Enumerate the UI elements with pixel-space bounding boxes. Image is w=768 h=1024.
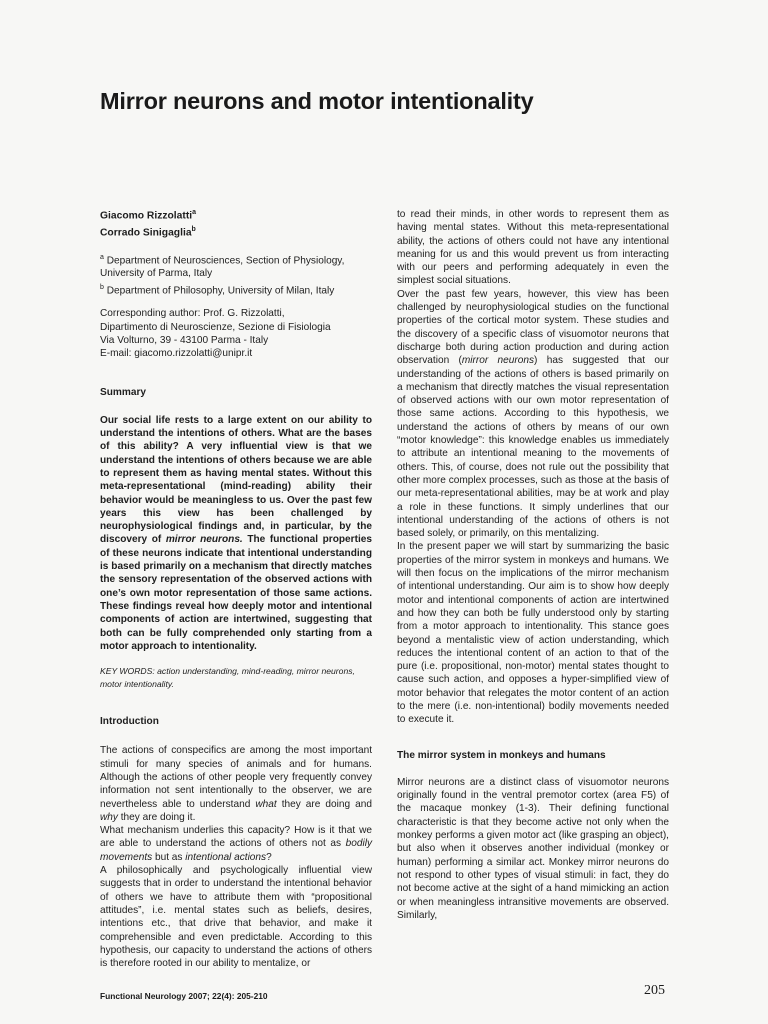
corr-email: E-mail: giacomo.rizzolatti@unipr.it xyxy=(100,348,253,360)
summary-emphasis: mirror neurons. xyxy=(165,534,243,546)
right-paragraph-2 xyxy=(397,288,669,541)
intro-paragraph-1 xyxy=(100,744,372,824)
right-paragraph-3: In the present paper we will start by summarizing the basic properties of the mirror system in monkeys and humans. We will then focus on the implications of the mirror mechanism of intentional understanding. Our aim is to show how deeply motor and intentional components of action are intertwined and how they can both be fully understood only by starting from a motor approach to intentionality. This stance goes beyond a mentalistic view of action understanding, which reduces the intentional content of an action to that of the pure (i.e. propositional, non-motor) mental states thought to cause such action, and opposes a hyper-simplified view of motor behavior that relegates the motor content of an action to the mere (i.e. non-intentional) bodily movements needed to execute it. xyxy=(397,541,669,726)
intro-p1-text: The actions of conspecifics are among the most important stimuli for many species of animals and for humans. Although the actions of other people very frequently convey information not sent intentionally to the observer, we are nevertheless able to understand xyxy=(100,745,372,810)
right-p2-em: mirror neurons xyxy=(461,355,535,367)
page-number: 205 xyxy=(644,983,665,998)
corresponding-author xyxy=(100,307,372,360)
author-1-sup: a xyxy=(192,209,197,216)
affiliation-b-line1: Department of Philosophy, University of Milan, Italy xyxy=(103,284,335,296)
affiliation-a-line2: University of Parma, Italy xyxy=(100,268,213,280)
intro-paragraph-3: A philosophically and psychologically influential view suggests that in order to understand the intentional behavior of others we have to attribute them with “propositional attitudes”, i.e. mental states such as beliefs, desires, intentions etc., that drive that behavior, and make it comprehensible and even predictable. According to this hypothesis, our capacity to understand the actions of others is therefore rooted in our ability to mentalize, or xyxy=(100,865,372,970)
paper-title: Mirror neurons and motor intentionality xyxy=(100,88,534,114)
intro-p2-em1: bodily movements xyxy=(100,838,372,863)
intro-p2-a: What mechanism underlies this capacity? How is it that we are able to understand the actions of others not as xyxy=(100,825,372,850)
intro-p2-c: ? xyxy=(266,851,272,863)
right-body xyxy=(397,208,669,727)
summary-text xyxy=(100,414,372,653)
right-column xyxy=(397,208,669,922)
affiliation-a-line1: Department of Neurosciences, Section of Physiology, xyxy=(103,255,345,267)
summary-heading: Summary xyxy=(100,387,147,399)
author-2-name: Corrado Sinigaglia xyxy=(100,227,192,239)
journal-citation: Functional Neurology 2007; 22(4): 205-210 xyxy=(100,991,268,1001)
introduction-body xyxy=(100,744,372,970)
affiliation-b xyxy=(100,281,372,298)
summary-part1: Our social life rests to a large extent on our ability to understand the intentions of others. What are the bases of this ability? A very influential view is that we understand the intentions of others because we are able to represent them as having mental states. Without this meta-representational (mind-reading) ability their behavior would be meaningless to us. Over the past few years this view has been challenged by neurophysiological findings and, in particular, by the discovery of xyxy=(100,414,372,546)
mirror-paragraph-1: Mirror neurons are a distinct class of visuomotor neurons originally found in the ventral premotor cortex (area F5) of the macaque monkey (1-3). Their defining functional characteristic is that they become active not only when the monkey performs a given motor act (like grasping an object), but also when it observes another individual (monkey or human) performing a similar act. Monkey mirror neurons do not respond to other types of visual stimuli: in fact, they do not become active at the sight of a hand mimicking an action or when meaningless intransitive movements are observed. Similarly, xyxy=(397,776,669,921)
keywords: KEY WORDS: action understanding, mind-reading, mirror neurons, motor intentionality. xyxy=(100,666,355,690)
affiliations xyxy=(100,251,372,298)
author-list xyxy=(100,206,372,240)
right-paragraph-1: to read their minds, in other words to represent them as having mental states. Without this meta-representational ability, the actions of others could not have any intentional meaning for us and this would prevent us from interacting with our peers and performing adequately in even the simplest social situations. xyxy=(397,209,669,287)
author-1-name: Giacomo Rizzolatti xyxy=(100,210,193,222)
corr-line-1: Corresponding author: Prof. G. Rizzolatti, xyxy=(100,308,285,320)
intro-p1-end: they are doing it. xyxy=(117,811,196,823)
intro-p1-em2: why xyxy=(100,811,118,823)
author-2-sup: b xyxy=(191,225,196,233)
right-p2-a: Over the past few years, however, this view has been challenged by neurophysiological studies on the functional properties of the cortical motor system. These studies and the discovery of a specific class of visuomotor neurons that discharge both during action production and during action observation ( xyxy=(397,288,669,367)
corr-line-3: Via Volturno, 39 - 43100 Parma - Italy xyxy=(100,334,269,346)
intro-p1-em1: what xyxy=(255,798,277,810)
intro-paragraph-2 xyxy=(100,824,372,864)
affiliation-a-sup: a xyxy=(100,253,104,261)
affiliation-b-sup: b xyxy=(100,283,104,291)
intro-p2-em2: intentional actions xyxy=(185,851,267,863)
affiliation-a xyxy=(100,251,372,268)
author-1 xyxy=(100,206,372,223)
author-2 xyxy=(100,223,372,240)
introduction-heading: Introduction xyxy=(100,716,159,728)
right-p2-b: ) has suggested that our understanding of the actions of others is based primarily on a mechanism that directly matches the visual representation of observed actions with our own motor representation of those same actions. According to this hypothesis, we understand the actions of others by means of our own “motor knowledge”: this knowledge enables us immediately to attribute an intentional meaning to the movements of others. This, of course, does not rule out the possibility that other more complex processes, such as those at the basis of our meta-representational abilities, may be at work and play a role in these functions. It simply underlines that our intentional understanding of the actions of others is not based solely, or primarily, on this mentalizing. xyxy=(397,355,669,540)
mirror-system-heading: The mirror system in monkeys and humans xyxy=(397,749,606,761)
summary-part2: The functional properties of these neurons indicate that intentional understanding is based primarily on a mechanism that directly matches the sensory representation of the observed actions with one’s own motor representation of those same actions. These findings reveal how deeply motor and intentional components of action are intertwined, suggesting that both can be fully comprehended only starting from a motor approach to intentionality. xyxy=(100,534,372,652)
left-column xyxy=(100,206,372,970)
intro-p2-b: but as xyxy=(152,851,186,863)
intro-p1-mid: they are doing and xyxy=(276,798,372,810)
corr-line-2: Dipartimento di Neuroscienze, Sezione di Fisiologia xyxy=(100,321,331,333)
mirror-system-body xyxy=(397,776,669,922)
